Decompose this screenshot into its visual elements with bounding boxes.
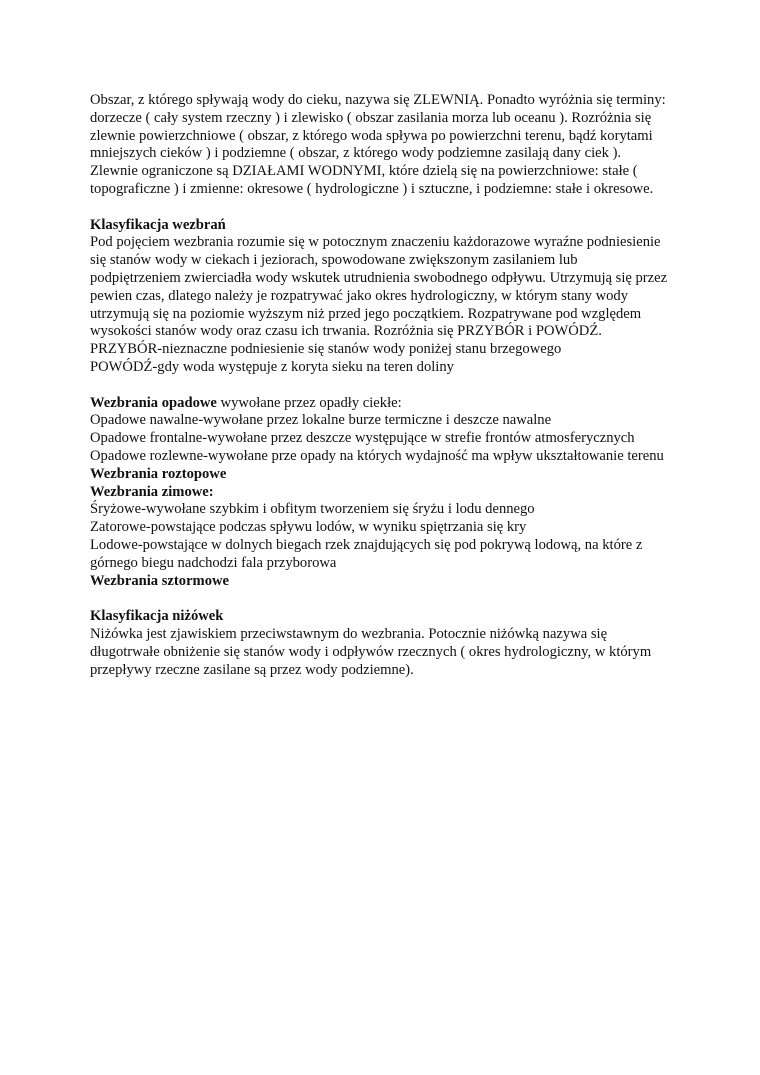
paragraph-przybor: PRZYBÓR-nieznaczne podniesienie się stanów wody poniżej stanu brzegowego	[90, 341, 562, 358]
paragraph-zlewnia: Obszar, z którego spływają wody do cieku, nazywa się ZLEWNIĄ. Ponadto wyróżnia się terminy: dorzecze ( cały system rzeczny ) i zlewisko ( obszar zasilania morza lub oceanu ). Rozróżnia się zlewnie powierzchniowe ( obszar, z którego woda spływa po powierzchni terenu, bądź korytami mniejszych cieków ) i podziemne ( obszar, z którego wody podziemne zasilają dany ciek ).	[90, 92, 666, 162]
document-page	[90, 92, 670, 679]
heading-klasyfikacja-nizowek: Klasyfikacja niżówek	[90, 608, 224, 625]
heading-wezbrania-zimowe: Wezbrania zimowe:	[90, 483, 214, 500]
list-item-zimowe-sryzowe: Śryżowe-wywołane szybkim i obfitym tworzeniem się śryżu i lodu dennego	[90, 501, 535, 518]
heading-opadowe-rest: wywołane przez opadły ciekłe:	[216, 394, 402, 411]
paragraph-wezbrania-definition: Pod pojęciem wezbrania rozumie się w potocznym znaczeniu każdorazowe wyraźne podniesienie się stanów wody w ciekach i jeziorach, spowodowane zwiększonym zasilaniem lub podpiętrzeniem zwierciadła wody wskutek utrudnienia swobodnego odpływu. Utrzymują się przez pewien czas, dlatego należy je rozpatrywać jako okres hydrologiczny, w którym stany wody utrzymują się na poziomie wyższym niż przed jego początkiem. Rozpatrywane pod względem wysokości stanów wody oraz czasu ich trwania. Rozróżnia się PRZYBÓR i POWÓDŹ.	[90, 234, 668, 340]
heading-klasyfikacja-wezbran: Klasyfikacja wezbrań	[90, 216, 226, 233]
paragraph-gap	[90, 590, 670, 608]
heading-wezbrania-opadowe: Wezbrania opadowe	[90, 394, 217, 411]
list-item-zimowe-lodowe: Lodowe-powstające w dolnych biegach rzek znajdujących się pod pokrywą lodową, na które z górnego biegu nadchodzi fala przyborowa	[90, 536, 643, 571]
paragraph-powodz: POWÓDŹ-gdy woda występuje z koryta sieku na teren doliny	[90, 358, 454, 375]
list-item-opadowe-frontalne: Opadowe frontalne-wywołane przez deszcze występujące w strefie frontów atmosferycznych	[90, 430, 635, 447]
paragraph-nizowki: Niżówka jest zjawiskiem przeciwstawnym do wezbrania. Potocznie niżówką nazywa się długotrwałe obniżenie się stanów wody i odpływów rzecznych ( okres hydrologiczny, w którym przepływy rzeczne zasilane są przez wody podziemne).	[90, 625, 652, 678]
heading-wezbrania-roztopowe: Wezbrania roztopowe	[90, 465, 227, 482]
heading-wezbrania-sztormowe: Wezbrania sztormowe	[90, 572, 230, 589]
list-item-opadowe-nawalne: Opadowe nawalne-wywołane przez lokalne burze termiczne i deszcze nawalne	[90, 412, 552, 429]
paragraph-gap	[90, 377, 670, 395]
paragraph-gap	[90, 199, 670, 217]
heading-line-opadowe	[90, 395, 670, 413]
paragraph-dzialy-wodne: Zlewnie ograniczone są DZIAŁAMI WODNYMI, które dzielą się na powierzchniowe: stałe ( topograficzne ) i zmienne: okresowe ( hydrologiczne ) i sztuczne, i podziemne: stałe i okresowe.	[90, 163, 654, 197]
list-item-zimowe-zatorowe: Zatorowe-powstające podczas spływu lodów, w wyniku spiętrzania się kry	[90, 519, 527, 536]
list-item-opadowe-rozlewne: Opadowe rozlewne-wywołane prze opady na których wydajność ma wpływ ukształtowanie terenu	[90, 447, 664, 464]
